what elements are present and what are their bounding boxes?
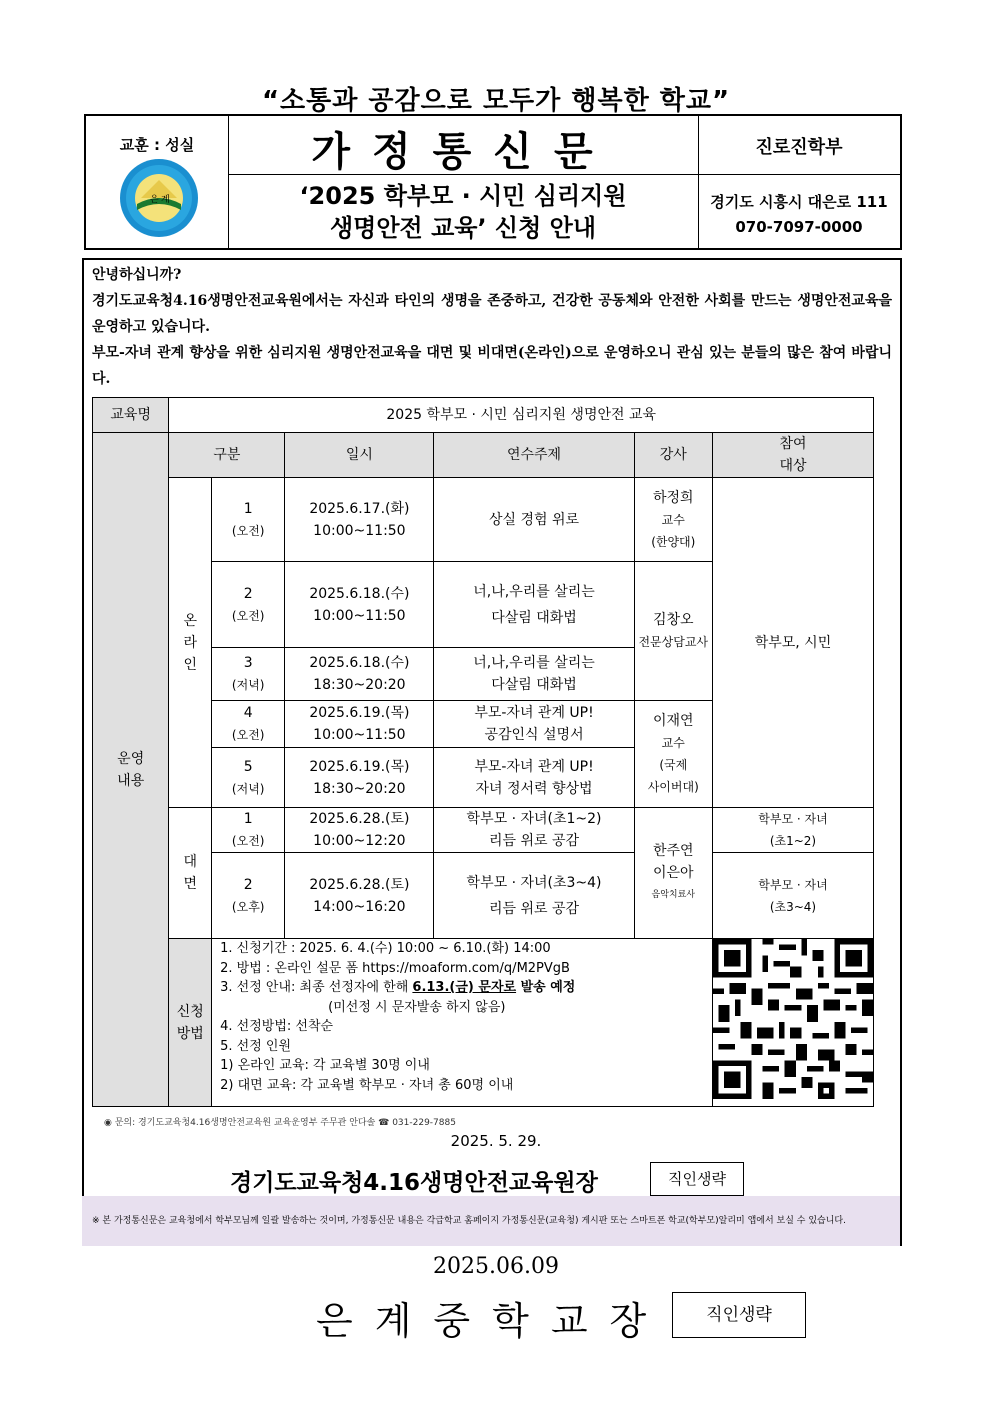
instructor-2 [634,562,712,701]
col-instructor: 강사 [634,433,712,478]
session-number: 2 [243,876,253,893]
subtitle-line-1: ‘2025 학부모 · 시민 심리지원 [299,182,627,210]
session-number: 1 [243,500,253,517]
session-number: 5 [243,758,253,775]
topic-line: 리듬 위로 공감 [489,833,580,849]
apply-text: 발송 예정 [516,980,576,995]
school-date: 2025.06.09 [433,1254,559,1279]
instructor-org: 사이버대) [647,780,699,794]
seal-omitted-box: 직인생략 [650,1162,744,1196]
session-number: 2 [243,585,253,602]
session-topic [434,478,634,562]
page-subtitle [228,180,698,244]
apply-row [93,939,874,1107]
program-table [92,397,874,1107]
apply-line [220,978,712,998]
principal-signature: 은계중학교장 [316,1299,669,1343]
session-time-of-day: (저녁) [231,781,265,796]
session-date: 2025.6.28.(토) [309,811,410,827]
school-motto: 교훈 : 성실 [119,136,195,154]
topic-line: 자녀 정서력 향상법 [475,780,593,797]
section-label-line-2: 내용 [117,772,145,789]
logo-char-right: 계 [161,195,170,205]
session-number: 1 [243,811,253,827]
instructor-name: 김창오 [652,612,694,628]
motto-cell [86,116,229,248]
session-time: 10:00~11:50 [313,607,406,624]
session-time: 10:00~12:20 [313,833,406,849]
col-target-line-1: 참여 [779,436,807,452]
online-label [169,478,212,808]
apply-line: 1. 신청기간 : 2025. 6. 4.(수) 10:00 ~ 6.10.(화) 14:00 [220,941,551,956]
instructor-4 [634,808,712,939]
greeting: 안녕하십니까? [92,267,182,283]
intro-paragraph-2: 부모-자녀 관계 향상을 위한 심리지원 생명안전교육을 대면 및 비대면(온라인)으로 운영하오니 관심 있는 분들의 많은 참여 바랍니다. [92,345,892,387]
apply-line: 5. 선정 인원 [220,1038,292,1054]
topic-line: 다살림 대화법 [491,609,577,626]
apply-line: 2. 방법 : 온라인 설문 폼 https://moaform.com/q/M2PVgB [220,960,570,976]
school-logo-icon [119,158,199,238]
online-char: 온 [183,612,198,629]
title-cell [228,116,699,248]
table-row [93,478,874,562]
topic-line: 부모-자녀 관계 UP! [474,758,594,775]
newsletter-header [84,114,902,250]
offline-char: 면 [183,876,198,892]
session-number: 4 [243,705,253,721]
instructor-title: 교수 [661,736,685,750]
topic-line: 리듬 위로 공감 [489,900,580,917]
issue-date: 2025. 5. 29. [450,1132,542,1150]
session-date: 2025.6.18.(수) [309,655,410,671]
instructor-org: (국제 [659,758,688,772]
topic-line: 학부모 · 자녀(초3~4) [466,874,602,891]
school-address [698,190,900,240]
target-online: 학부모, 시민 [712,478,873,808]
apply-line: 2) 대면 교육: 각 교육별 학부모 · 자녀 총 60명 이내 [220,1077,514,1093]
instructor-name: 하정희 [652,489,694,506]
section-label [93,433,169,1107]
session-time: 18:30~20:20 [313,780,406,797]
apply-line: 1) 온라인 교육: 각 교육별 30명 이내 [220,1058,430,1073]
subtitle-line-2: 생명안전 교육’ 신청 안내 [329,214,597,242]
apply-label [169,939,212,1107]
department-cell [698,116,900,248]
apply-details [212,939,713,1107]
intro-paragraph-1: 경기도교육청4.16생명안전교육원에서는 자신과 타인의 생명을 존중하고, 건강한 공동체와 안전한 사회를 만드는 생명안전교육을 운영하고 있습니다. [92,293,892,335]
contact-info: ◉ 문의: 경기도교육청4.16생명안전교육원 교육운영부 주무관 안다솔 ☎ 031-229-7885 [104,1118,456,1128]
principal-seal-omitted-box: 직인생략 [672,1292,806,1338]
department: 진로진학부 [755,137,843,158]
topic-line: 너,나,우리를 살리는 [473,583,595,600]
session-datetime [285,478,434,562]
online-char: 라 [183,634,198,651]
session-time: 18:30~20:20 [313,677,406,693]
instructor-title: 음악치료사 [651,890,695,900]
session-time-of-day: (오전) [231,608,265,623]
topic-line: 상실 경험 위로 [489,511,580,528]
apply-label-line-1: 신청 [176,1003,204,1020]
col-topic: 연수주제 [434,433,634,478]
section-label-line-1: 운영 [117,750,145,767]
session-date: 2025.6.17.(화) [309,500,410,517]
target-line: 학부모 · 자녀 [758,877,828,892]
edu-name-label: 교육명 [93,398,169,433]
apply-line: 4. 선정방법: 선착순 [220,1019,334,1034]
target-offline-1 [712,808,873,853]
offline-char: 대 [183,854,198,870]
instructor-name: 이은아 [652,865,694,881]
qr-code-icon[interactable] [713,939,873,1099]
apply-emphasis: 6.13.(금) 문자로 [412,980,517,995]
target-line: 학부모 · 자녀 [758,812,828,826]
instructor-1 [634,478,712,562]
session-time-of-day: (오전) [231,523,265,538]
phone-line: 070-7097-0000 [735,218,863,236]
target-offline-2 [712,853,873,939]
target-line: (초1~2) [769,834,817,848]
apply-text: 3. 선정 안내: 최종 선정자에 한해 [220,980,413,995]
session-time-of-day: (오후) [231,899,265,914]
page-title: 가정통신문 [311,129,615,175]
instructor-title: 전문상담교사 [638,635,709,649]
session-time-of-day: (저녁) [231,678,265,692]
target-line: (초3~4) [769,899,817,914]
school-slogan: “소통과 공감으로 모두가 행복한 학교” [261,86,731,116]
qr-cell [712,939,873,1107]
session-no [212,478,285,562]
session-date: 2025.6.19.(목) [309,705,410,721]
address-line: 경기도 시흥시 대은로 111 [710,193,888,211]
logo-char-left: 은 [150,195,159,205]
edu-name: 2025 학부모 · 시민 심리지원 생명안전 교육 [169,398,874,433]
session-date: 2025.6.18.(수) [309,585,410,602]
col-category: 구분 [169,433,285,478]
topic-line: 부모-자녀 관계 UP! [474,705,594,721]
col-target [712,433,873,478]
session-date: 2025.6.19.(목) [309,758,410,775]
table-row [93,808,874,853]
org-head: 경기도교육청4.16생명안전교육원장 [230,1170,598,1196]
topic-line: 공감인식 설명서 [484,727,584,743]
instructor-name: 이재연 [652,713,694,729]
session-time: 10:00~11:50 [313,522,406,539]
session-time-of-day: (오전) [231,834,265,848]
online-char: 인 [183,656,198,673]
notice-bar: ※ 본 가정통신문은 교육청에서 학부모님께 일괄 발송하는 것이며, 가정통신문 내용은 각급학교 홈페이지 가정통신문(교육청) 게시판 또는 스마트폰 학교(학부모)알리미 앱에서 보실 수 있습니다. [82,1196,900,1246]
session-number: 3 [243,655,253,671]
apply-label-line-2: 방법 [176,1025,204,1042]
topic-line: 너,나,우리를 살리는 [473,655,595,671]
instructor-title: 교수 [661,512,685,527]
session-time: 10:00~11:50 [313,727,406,743]
session-time: 14:00~16:20 [313,898,406,915]
col-datetime: 일시 [285,433,434,478]
topic-line: 다살림 대화법 [491,677,577,693]
instructor-org: (한양대) [651,534,696,549]
session-date: 2025.6.28.(토) [309,876,410,893]
topic-line: 학부모 · 자녀(초1~2) [466,811,602,827]
offline-label [169,808,212,939]
instructor-name: 한주연 [652,843,694,859]
col-target-line-2: 대상 [779,458,807,474]
apply-line: (미선정 시 문자발송 하지 않음) [328,999,506,1015]
intro-text [92,262,892,392]
instructor-3 [634,701,712,808]
session-time-of-day: (오전) [231,728,265,742]
